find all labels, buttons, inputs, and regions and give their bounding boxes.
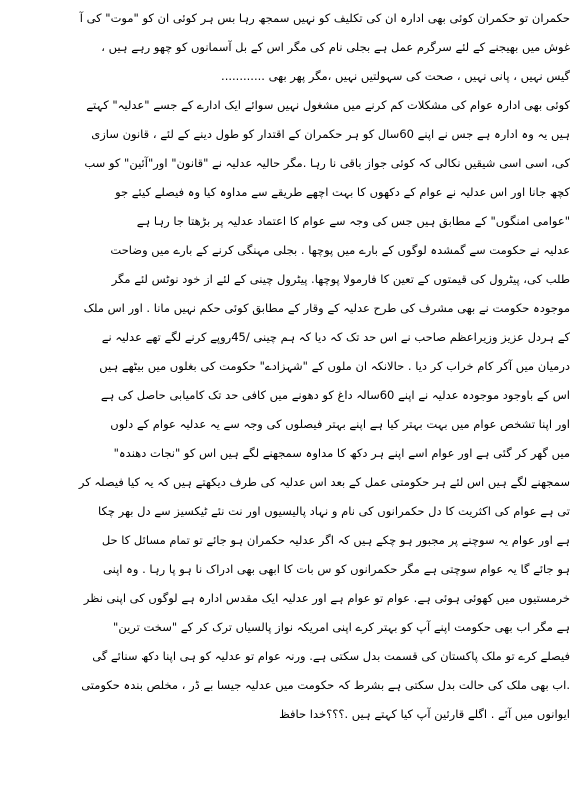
text-line: ہو جائے گا یہ عوام سوچتی ہے مگر حکمرانوں کو س بات کا ابھی بھی ادراک نا ہو پا رہا . وہ اپنی xyxy=(103,562,570,576)
text-line: ہیں یہ وہ ادارہ ہے جس نے اپنے 60سال کو ہر حکمران کے اقتدار کو طول دینے کے لئے ، قانون سازی xyxy=(91,127,570,141)
text-line: اس کے باوجود موجودہ عدلیہ نے اپنے 60سالہ داغ کو دھونے میں کافی حد تک کامیابی حاصل کی ہے xyxy=(100,388,570,402)
text-line: کی، اسی اسی شیقیں نکالی کہ کوئی جواز باقی نا رہا .مگر حالیہ عدلیہ نے "قانون" اور"آئین" کو سب xyxy=(84,156,570,170)
text-line: ہے مگر اب بھی حکومت اپنے آپ کو بہتر کرے اپنی امریکہ نواز پالسیاں ترک کر کے "سخت ترین" xyxy=(113,620,570,634)
text-line: ایوانوں میں آئے . اگلے قارئین آپ کیا کہتے ہیں .؟؟؟خدا حافظ xyxy=(279,707,570,721)
article-body xyxy=(8,4,570,729)
text-line: گیس نہیں ، پانی نہیں ، صحت کی سہولتیں نہیں ،مگر پھر بھی ............ xyxy=(221,69,570,83)
text-line: غوش میں بھیجنے کے لئے سرگرم عمل ہے بجلی نام کی مگر اس کے بل آسمانوں کو چھو رہے ہیں ، xyxy=(101,40,570,54)
text-line: طلب کی، پیٹرول کی قیمتوں کے تعین کا فارمولا پوچھا. پیٹرول چینی کے لئے از خود نوٹس لئے مگر xyxy=(111,272,570,286)
text-line: ہے اور عوام یہ سوچنے پر مجبور ہو چکے ہیں کہ اگر عدلیہ حکمران ہو جائے تو تمام مسائل کا حل xyxy=(101,533,570,547)
text-line: عدلیہ نے حکومت سے گمشدہ لوگوں کے بارے میں پوچھا . بجلی مہنگی کرنے کے بارے میں وضاحت xyxy=(110,243,570,257)
text-line: سمجھنے لگے ہیں اس لئے ہر حکومتی عمل کے بعد اس عدلیہ کی طرف دیکھتے ہیں کہ یہ کیا فیصلہ کر xyxy=(78,475,570,489)
text-line: فیصلے کرے تو ملک پاکستان کی قسمت بدل سکتی ہے. ورنہ عوام تو عدلیہ کو ہی اپنا دکھ سنائے گی xyxy=(92,649,570,663)
text-line: کچھ جانا اور اس عدلیہ نے عوام کے دکھوں کا بہت اچھے طریقے سے مداوہ کیا وہ فیصلے کیئے جو xyxy=(115,185,570,199)
text-line: اور اپنا تشخص عوام میں بہت بہتر کیا ہے اپنے بہتر فیصلوں کی وجہ سے یہ عدلیہ عوام کے دلوں xyxy=(110,417,570,431)
text-line: تی ہے عوام کی اکثریت کا دل حکمرانوں کی نام و نہاد پالیسیوں اور نت نئے ٹیکسیز سے دل بھر چکا xyxy=(98,504,570,518)
text-line: درمیان میں آکر کام خراب کر دیا . حالانکہ ان ملوں کے "شہزادے" حکومت کی بغلوں میں بیٹھے ہیں xyxy=(99,359,570,373)
text-line: موجودہ حکومت نے بھی مشرف کی طرح عدلیہ کے وقار کے مطابق کوئی حکم نہیں مانا . اور اس ملک xyxy=(83,301,570,315)
text-line: کے ہردل عزیز وزیراعظم صاحب نے اس حد تک کہ دیا کہ ہم چینی /45روپے کرنے لگے تھے عدلیہ نے xyxy=(101,330,570,344)
text-line: خرمستیوں میں کھوئی ہوئی ہے. عوام تو عوام ہے اور عدلیہ ایک مقدس ادارہ ہے لوگوں کی اپنی نظر xyxy=(83,591,570,605)
text-line: میں گھر کر گئی ہے اور عوام اسے اپنے ہر دکھ کا مداوہ سمجھنے لگے ہیں اس کو "نجات دھندہ" xyxy=(113,446,570,460)
text-line: حکمران تو حکمران کوئی بھی ادارہ ان کی تکلیف کو نہیں سمجھ رہا بس ہر کوئی ان کو "موت" کی آ xyxy=(79,11,570,25)
text-line: .اب بھی ملک کی حالت بدل سکتی ہے بشرط کہ حکومت میں عدلیہ جیسا بے ڈر ، مخلص بندہ حکومتی xyxy=(81,678,570,692)
text-line: کوئی بھی ادارہ عوام کی مشکلات کم کرنے میں مشغول نہیں سوائے ایک ادارے کے جسے "عدلیہ" کہتے xyxy=(86,98,570,112)
text-line: "عوامی امنگوں" کے مطابق ہیں جس کی وجہ سے عوام کا اعتماد عدلیہ پر بڑھتا جا رہا ہے xyxy=(136,214,570,228)
